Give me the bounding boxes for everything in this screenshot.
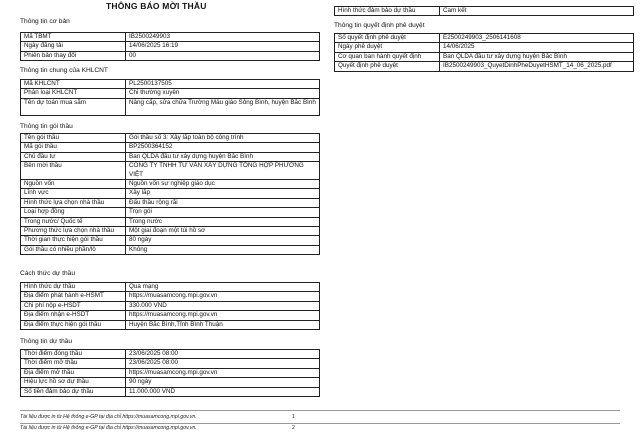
table-method — [20, 282, 320, 330]
field-value: Không — [126, 245, 320, 254]
table-row — [21, 320, 320, 329]
table-row — [335, 43, 634, 52]
field-label: Lĩnh vực — [21, 189, 126, 198]
section-basic-title: Thông tin cơ bản — [20, 18, 70, 25]
field-label: Mã gói thầu — [21, 143, 126, 152]
field-label: Số quyết định phê duyệt — [335, 34, 440, 43]
table-row — [21, 292, 320, 301]
footer-text: Tài liệu được in từ Hệ thống e-GP tại địa chỉ https://muasamcong.mpi.gov.vn. — [20, 425, 197, 431]
field-value: Trọn gói — [126, 208, 320, 217]
field-label: Nguồn vốn — [21, 180, 126, 189]
table-row — [21, 227, 320, 236]
field-value: 14/06/2025 — [440, 43, 634, 52]
section-package-title: Thông tin gói thầu — [20, 123, 73, 130]
field-label: Chủ đầu tư — [21, 152, 126, 161]
field-label: Thời gian thực hiện gói thầu — [21, 236, 126, 245]
footer-page-2 — [20, 425, 620, 431]
section-decision-title: Thông tin quyết định phê duyệt — [334, 22, 425, 29]
field-label: Số tiền đảm bảo dự thầu — [21, 387, 126, 396]
table-row — [21, 378, 320, 387]
field-value: 90 ngày — [126, 378, 320, 387]
field-label: Ngày phê duyệt — [335, 43, 440, 52]
field-value: BP2500364152 — [126, 143, 320, 152]
field-label: Tên gói thầu — [21, 134, 126, 143]
footer-page-1 — [20, 414, 620, 420]
field-value: Trong nước — [126, 217, 320, 226]
field-label: Quyết định phê duyệt — [335, 62, 440, 71]
table-row — [21, 189, 320, 198]
page-number: 2 — [292, 425, 295, 431]
field-value: Ban QLDA đầu tư xây dựng huyện Bắc Bình — [440, 52, 634, 61]
table-row — [21, 311, 320, 320]
table-row — [21, 80, 320, 89]
table-row — [21, 42, 320, 51]
document-title: THÔNG BÁO MỜI THẦU — [106, 1, 207, 11]
field-label: Phương thức lựa chọn nhà thầu — [21, 227, 126, 236]
field-label: Hiệu lực hồ sơ dự thầu — [21, 378, 126, 387]
field-value: 330.000 VND — [126, 301, 320, 310]
field-label: Gói thầu có nhiều phần/lô — [21, 245, 126, 254]
field-value: Cam kết — [440, 7, 634, 16]
field-value: https://muasamcong.mpi.gov.vn — [126, 292, 320, 301]
table-row — [21, 301, 320, 310]
table-row — [335, 52, 634, 61]
table-guarantee — [334, 6, 634, 16]
field-label: Hình thức đảm bảo dự thầu — [335, 7, 440, 16]
table-row — [21, 283, 320, 292]
table-row — [21, 359, 320, 368]
table-row — [21, 368, 320, 377]
field-label: Địa điểm mở thầu — [21, 368, 126, 377]
table-row — [21, 89, 320, 98]
table-row — [21, 51, 320, 60]
field-value: Xây lắp — [126, 189, 320, 198]
field-value: 23/06/2025 08:00 — [126, 350, 320, 359]
field-value: Chi thường xuyên — [126, 89, 320, 98]
field-label: Loại hợp đồng — [21, 208, 126, 217]
field-value: 14/06/2025 16:19 — [126, 42, 320, 51]
page-number: 1 — [292, 414, 295, 420]
table-decision — [334, 33, 634, 72]
field-label: Ngày đăng tải — [21, 42, 126, 51]
field-label: Trong nước/ Quốc tế — [21, 217, 126, 226]
field-label: Thời điểm mở thầu — [21, 359, 126, 368]
field-label: Hình thức lựa chọn nhà thầu — [21, 198, 126, 207]
section-method-title: Cách thức dự thầu — [20, 270, 76, 277]
table-row — [21, 245, 320, 254]
field-label: Địa điểm nhận e-HSDT — [21, 311, 126, 320]
table-row — [21, 152, 320, 161]
footer-divider — [20, 423, 620, 424]
section-khlcnt-title: Thông tin chung của KHLCNT — [20, 67, 108, 74]
field-value: PL2500137505 — [126, 80, 320, 89]
table-basic — [20, 32, 320, 61]
table-row — [21, 143, 320, 152]
section-bid-title: Thông tin dự thầu — [20, 338, 73, 345]
field-label: Chi phí nộp e-HSDT — [21, 301, 126, 310]
field-label: Mã TBMT — [21, 33, 126, 42]
field-label: Địa điểm phát hành e-HSMT — [21, 292, 126, 301]
field-value: 80 ngày — [126, 236, 320, 245]
field-value: Huyện Bắc Bình,Tỉnh Bình Thuận — [126, 320, 320, 329]
field-value: Qua mạng — [126, 283, 320, 292]
field-value: Gói thầu số 3: Xây lắp toàn bộ công trình — [126, 134, 320, 143]
table-row — [335, 34, 634, 43]
field-label: Tên dự toán mua sắm — [21, 98, 126, 115]
field-label: Phân loại KHLCNT — [21, 89, 126, 98]
table-row — [21, 208, 320, 217]
table-row — [21, 98, 320, 115]
table-row — [21, 134, 320, 143]
field-label: Mã KHLCNT — [21, 80, 126, 89]
field-value: 23/06/2025 08:00 — [126, 359, 320, 368]
table-row — [335, 62, 634, 71]
field-value: 00 — [126, 51, 320, 60]
field-value: Ban QLDA đầu tư xây dựng huyện Bắc Bình — [126, 152, 320, 161]
table-package — [20, 133, 320, 255]
table-row — [335, 7, 634, 16]
field-value: E2500249903_2506141608 — [440, 34, 634, 43]
field-label: Địa điểm thực hiện gói thầu — [21, 320, 126, 329]
table-row — [21, 217, 320, 226]
table-row — [21, 387, 320, 396]
table-row — [21, 236, 320, 245]
field-label: Thời điểm đóng thầu — [21, 350, 126, 359]
field-value: IB2500249903 — [126, 33, 320, 42]
table-row — [21, 180, 320, 189]
field-value: Một giai đoạn một túi hồ sơ — [126, 227, 320, 236]
table-row — [21, 33, 320, 42]
table-khlcnt — [20, 79, 320, 116]
field-label: Phiên bản thay đổi — [21, 51, 126, 60]
field-label: Bên mời thầu — [21, 162, 126, 180]
field-label: Hình thức dự thầu — [21, 283, 126, 292]
table-bid — [20, 349, 320, 397]
field-value: 11.000.000 VND — [126, 387, 320, 396]
field-value: CÔNG TY TNHH TƯ VẤN XÂY DỰNG TỔNG HỢP PHƯƠNG VIỆT — [126, 162, 320, 180]
table-row — [21, 162, 320, 180]
table-row — [21, 350, 320, 359]
field-value: IB2500249903_QuyetDinhPheDuyetHSMT_14_06_2025.pdf — [440, 62, 634, 71]
field-value: Đấu thầu rộng rãi — [126, 198, 320, 207]
footer-text: Tài liệu được in từ Hệ thống e-GP tại địa chỉ https://muasamcong.mpi.gov.vn. — [20, 414, 197, 420]
field-value: Nguồn vốn sự nghiệp giáo dục — [126, 180, 320, 189]
field-value: https://muasamcong.mpi.gov.vn — [126, 311, 320, 320]
footer-divider — [20, 410, 620, 411]
field-value: https://muasamcong.mpi.gov.vn — [126, 368, 320, 377]
field-value: Nâng cấp, sửa chữa Trường Mẫu giáo Sông Bình, huyện Bắc Bình — [126, 98, 320, 115]
table-row — [21, 198, 320, 207]
field-label: Cơ quan ban hành quyết định — [335, 52, 440, 61]
